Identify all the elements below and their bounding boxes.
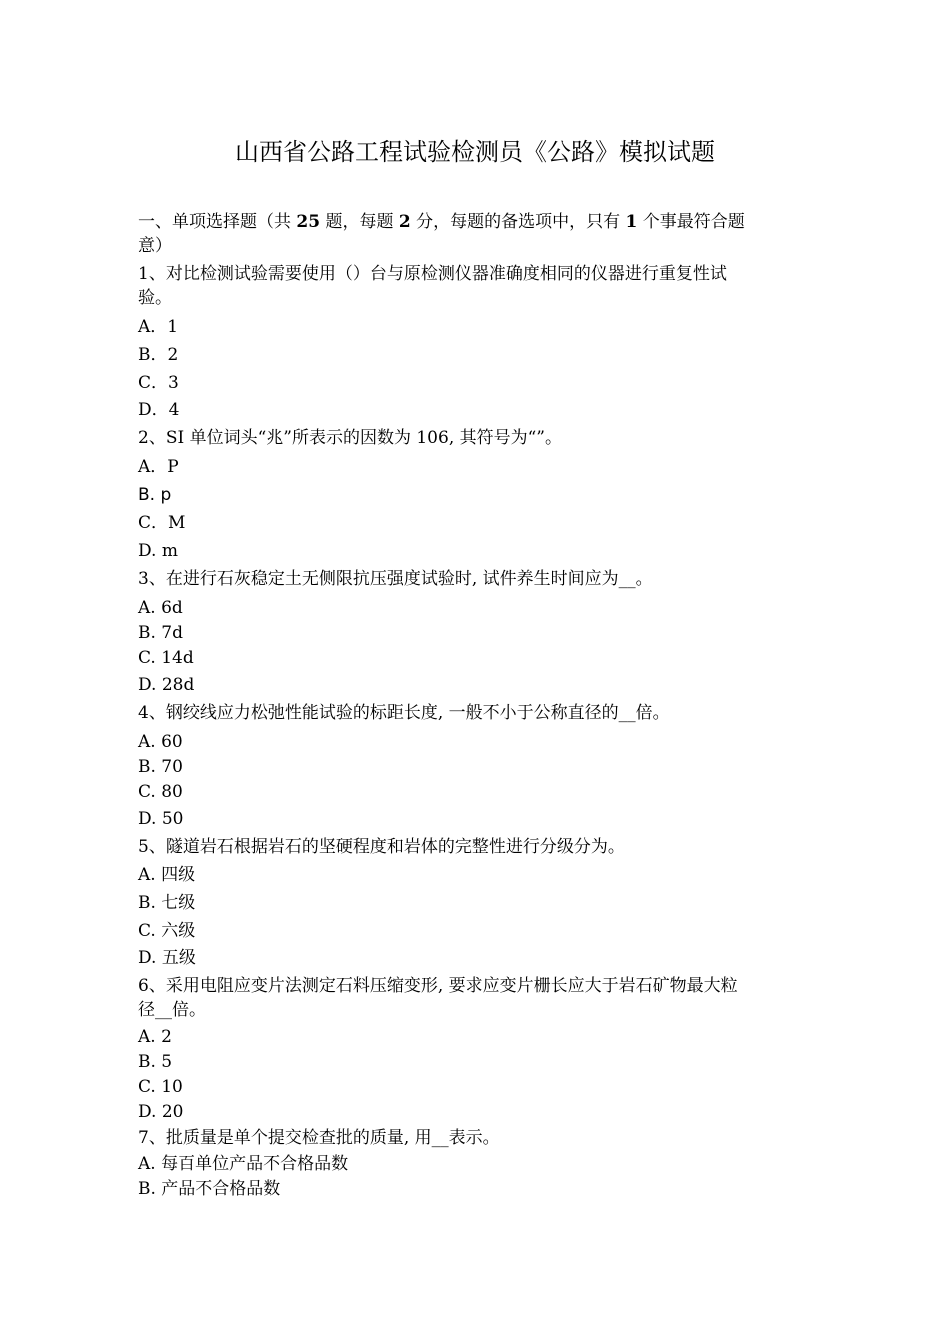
question-2-option-b: B. p bbox=[138, 485, 172, 505]
section-heading-text: 一、单项选择题（共 bbox=[138, 212, 297, 232]
question-1-option-a: A．1 bbox=[138, 317, 179, 337]
question-7-option-a: A. 每百单位产品不合格品数 bbox=[138, 1154, 349, 1174]
question-7-option-b: B. 产品不合格品数 bbox=[138, 1179, 281, 1199]
question-4-text: 4、钢绞线应力松弛性能试验的标距长度, 一般不小于公称直径的__倍。 bbox=[138, 703, 670, 723]
correct-count: 1 bbox=[625, 212, 638, 232]
question-5-text: 5、隧道岩石根据岩石的坚硬程度和岩体的完整性进行分级分为。 bbox=[138, 837, 625, 857]
question-7-text: 7、批质量是单个提交检查批的质量, 用__表示。 bbox=[138, 1128, 500, 1148]
question-5-option-d: D. 五级 bbox=[138, 948, 196, 968]
question-3-option-a: A. 6d bbox=[138, 598, 183, 618]
section-heading-text: 题，每题 bbox=[320, 212, 399, 232]
question-5-option-a: A. 四级 bbox=[138, 865, 196, 885]
question-5-option-b: B. 七级 bbox=[138, 893, 196, 913]
question-1-text: 1、对比检测试验需要使用（）台与原检测仪器准确度相同的仪器进行重复性试 bbox=[138, 264, 727, 284]
question-6-option-b: B. 5 bbox=[138, 1052, 173, 1072]
section-heading-text: 分，每题的备选项中，只有 bbox=[410, 212, 626, 232]
section-heading-text: 个事最符合题 bbox=[637, 212, 745, 232]
question-6-option-d: D. 20 bbox=[138, 1102, 184, 1122]
question-2-text: 2、SI 单位词头“兆”所表示的因数为 106, 其符号为“”。 bbox=[138, 428, 563, 448]
question-4-option-b: B. 70 bbox=[138, 757, 183, 777]
question-2-option-d: D. m bbox=[138, 541, 178, 561]
question-4-option-d: D. 50 bbox=[138, 809, 184, 829]
points-per-question: 2 bbox=[398, 212, 411, 232]
question-3-option-c: C. 14d bbox=[138, 648, 194, 668]
page-title: 山西省公路工程试验检测员《公路》模拟试题 bbox=[235, 138, 715, 166]
question-6-text-continued: 径__倍。 bbox=[138, 1000, 206, 1020]
question-1-option-b: B．2 bbox=[138, 345, 179, 365]
section-heading bbox=[138, 210, 818, 234]
question-3-text: 3、在进行石灰稳定土无侧限抗压强度试验时, 试件养生时间应为__。 bbox=[138, 569, 653, 589]
question-count: 25 bbox=[296, 212, 321, 232]
question-2-option-c: C．M bbox=[138, 513, 186, 533]
question-6-option-a: A. 2 bbox=[138, 1027, 172, 1047]
question-1-text-continued: 验。 bbox=[138, 288, 172, 308]
question-6-text: 6、采用电阻应变片法测定石料压缩变形, 要求应变片栅长应大于岩石矿物最大粒 bbox=[138, 976, 738, 996]
question-3-option-b: B. 7d bbox=[138, 623, 183, 643]
question-1-option-c: C．3 bbox=[138, 373, 179, 393]
question-4-option-c: C. 80 bbox=[138, 782, 183, 802]
question-5-option-c: C. 六级 bbox=[138, 921, 196, 941]
question-3-option-d: D. 28d bbox=[138, 675, 195, 695]
section-heading-continued: 意） bbox=[138, 236, 172, 256]
question-4-option-a: A. 60 bbox=[138, 732, 183, 752]
question-1-option-d: D．4 bbox=[138, 400, 180, 420]
question-2-option-a: A．P bbox=[138, 457, 179, 477]
question-6-option-c: C. 10 bbox=[138, 1077, 183, 1097]
